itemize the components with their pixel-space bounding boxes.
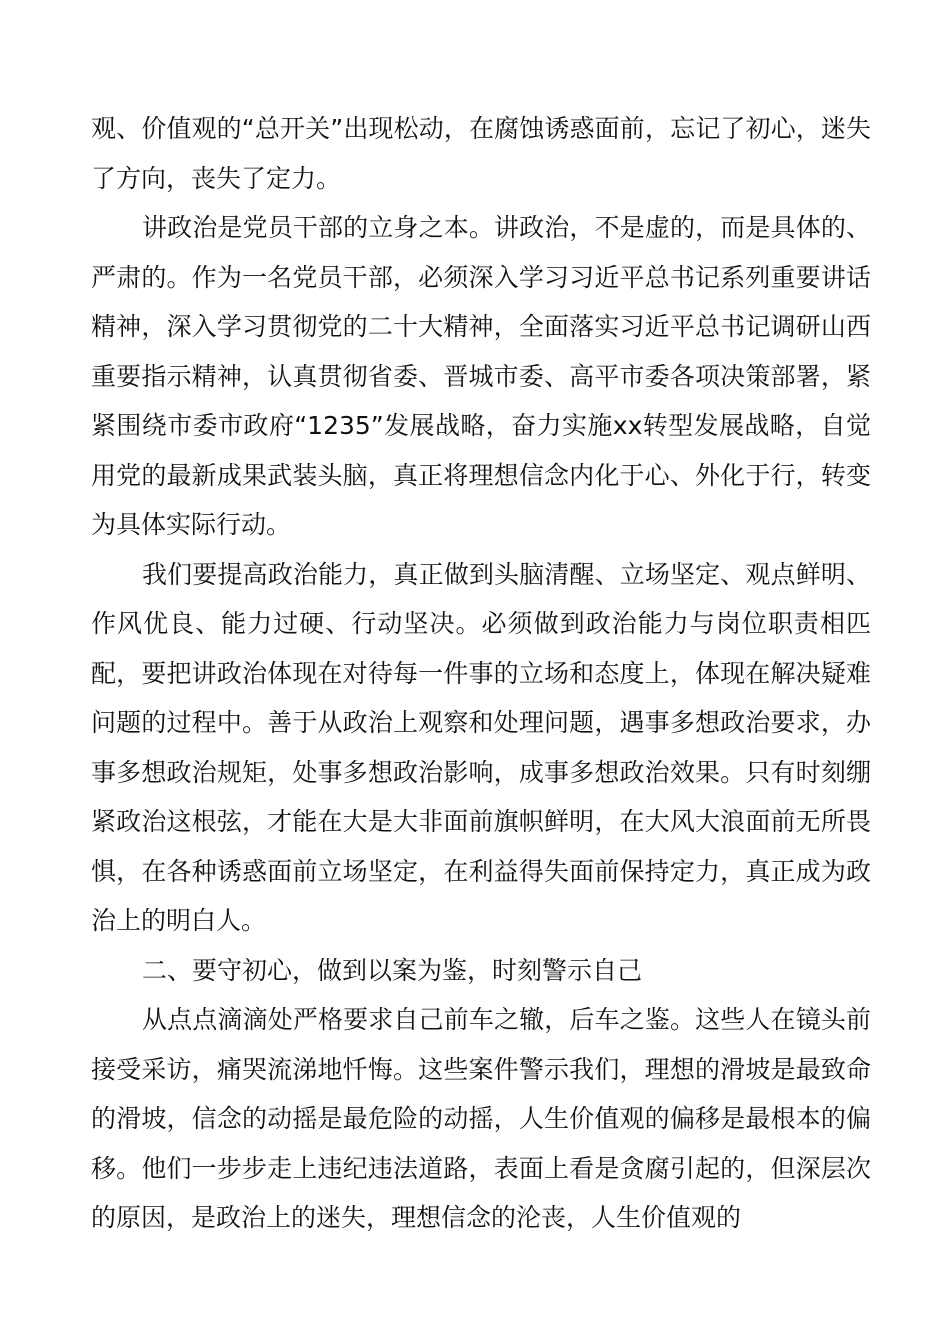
paragraph-case-warning: 从点点滴滴处严格要求自己前车之辙，后车之鉴。这些人在镜头前接受采访，痛哭流涕地忏悔。这些案件警示我们，理想的滑坡是最致命的滑坡，信念的动摇是最危险的动摇，人生价值观的偏移是最根本的偏移。他们一步步走上违纪违法道路，表面上看是贪腐引起的，但深层次的原因，是政治上的迷失，理想信念的沦丧，人生价值观的 xyxy=(91,1005,871,1232)
paragraph-continuation: 观、价值观的“总开关”出现松动，在腐蚀诱惑面前，忘记了初心，迷失了方向，丧失了定力。 xyxy=(91,114,871,193)
paragraph-political-foundation: 讲政治是党员干部的立身之本。讲政治，不是虚的，而是具体的、严肃的。作为一名党员干部，必须深入学习习近平总书记系列重要讲话精神，深入学习贯彻党的二十大精神，全面落实习近平总书记调研山西重要指示精神，认真贯彻省委、晋城市委、高平市委各项决策部署，紧紧围绕市委市政府“1235”发展战略，奋力实施xx转型发展战略，自觉用党的最新成果武装头脑，真正将理想信念内化于心、外化于行，转变为具体实际行动。 xyxy=(91,213,871,539)
document-body xyxy=(91,104,871,1243)
paragraph-political-capability: 我们要提高政治能力，真正做到头脑清醒、立场坚定、观点鲜明、作风优良、能力过硬、行动坚决。必须做到政治能力与岗位职责相匹配，要把讲政治体现在对待每一件事的立场和态度上，体现在解决疑难问题的过程中。善于从政治上观察和处理问题，遇事多想政治要求，办事多想政治规矩，处事多想政治影响，成事多想政治效果。只有时刻绷紧政治这根弦，才能在大是大非面前旗帜鲜明，在大风大浪面前无所畏惧，在各种诱惑面前立场坚定，在利益得失面前保持定力，真正成为政治上的明白人。 xyxy=(91,559,871,935)
section-heading-2: 二、要守初心，做到以案为鉴，时刻警示自己 xyxy=(142,955,643,985)
